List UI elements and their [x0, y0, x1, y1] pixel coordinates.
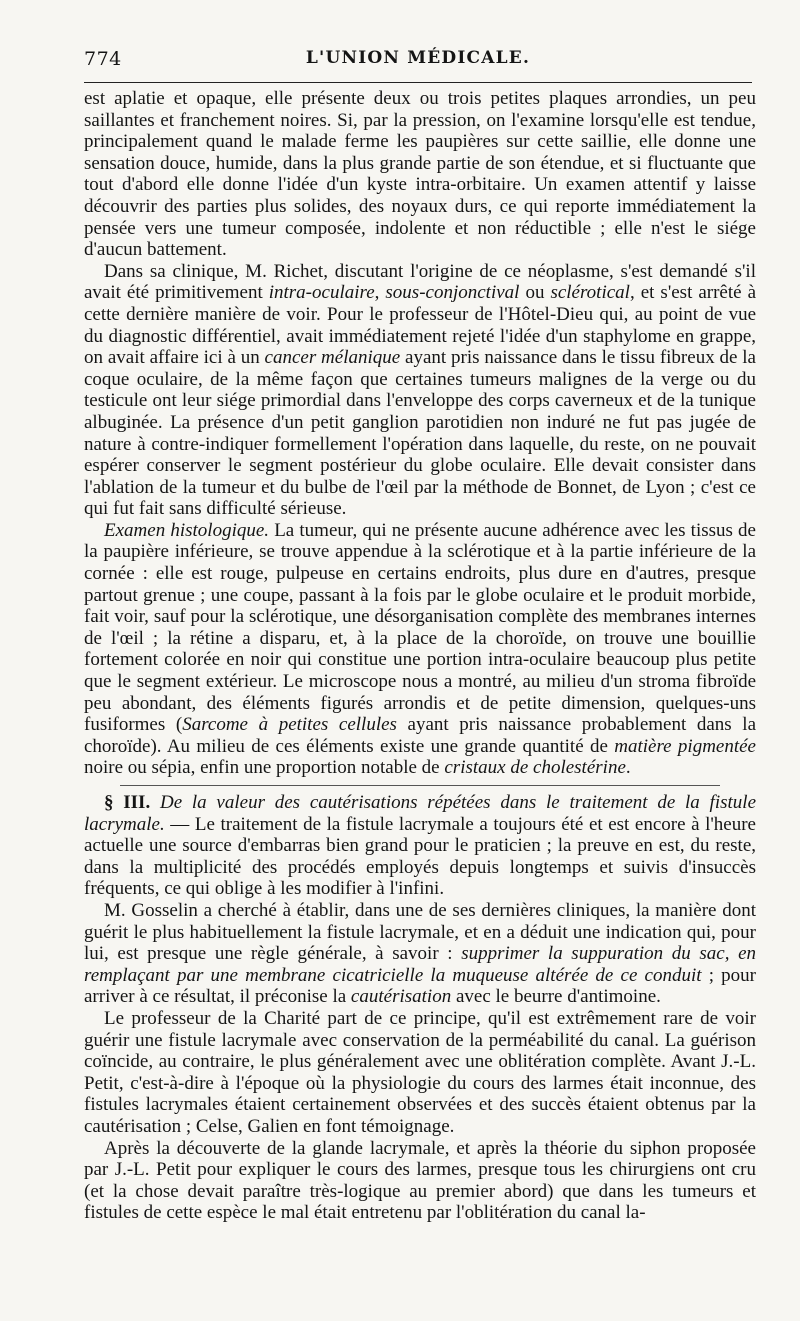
- running-head: [84, 44, 752, 76]
- paragraph-text: ayant pris naissance dans le tissu fibreux de la coque oculaire, de la même façon que certaines tumeurs malignes de la verge ou du testicule ont leur siége primordial dans l'enveloppe des corps caverneux et de la tunique albuginée. La présence d'un petit ganglion parotidien non induré ne fut pas jugée de nature à contre-indiquer formellement l'opération dans laquelle, du reste, on ne pouvait espérer conserver le segment postérieur du globe oculaire. Elle devait consister dans l'ablation de la tumeur et du bulbe de l'œil par la méthode de Bonnet, de Lyon ; c'est ce qui fut fait sans difficulté sérieuse.: [84, 347, 756, 520]
- paragraph-text: — Le traitement de la fistule lacrymale a toujours été et est encore à l'heure actuelle une source d'embarras bien grand pour le praticien ; la preuve en est, du reste, dans la multiplicité des procédés employés depuis longtemps et suivis d'insuccès fréquents, ce qui oblige à les modifier à l'infini.: [84, 813, 756, 900]
- paragraph-text: avec le beurre d'antimoine.: [451, 986, 661, 1008]
- paragraph-text: ,: [374, 282, 386, 304]
- emphasis: cautérisation: [350, 986, 452, 1008]
- emphasis: Sarcome à petites cellules: [182, 714, 397, 736]
- paragraph: [84, 520, 756, 779]
- paragraph-text: M. Gosselin a cherché à établir, dans une de ses dernières cliniques, la manière dont guérit le plus habituellement la fistule lacrymale, et en a déduit une indication qui, pour lui, est presque une règle générale, à savoir :: [84, 899, 756, 965]
- section-title: De la valeur des cautérisations répétées dans le traitement de la fistule lacrymale.: [84, 792, 756, 835]
- paragraph: [84, 261, 756, 520]
- emphasis: cancer mélanique: [264, 347, 401, 369]
- paragraph-text: Après la découverte de la glande lacrymale, et après la théorie du siphon proposée par J.-L. Petit pour expliquer le cours des larmes, presque tous les chirurgiens ont cru (et la chose devait paraître très-logique au premier abord) que dans les tumeurs et fistules de cette espèce le mal était entretenu par l'oblitération du canal la-: [84, 1137, 756, 1224]
- paragraph-text: ; pour arriver à ce résultat, il préconise la: [84, 964, 756, 1008]
- journal-title: L'UNION MÉDICALE.: [305, 48, 531, 68]
- paragraph-text: Dans sa clinique, M. Richet, discutant l'origine de ce néoplasme, s'est demandé s'il avait été primitivement: [84, 260, 756, 304]
- paragraph-text: .: [625, 757, 631, 779]
- paragraph-text: , et s'est arrêté à cette dernière manière de voir. Pour le professeur de l'Hôtel-Dieu qui, au point de vue du diagnostic différentiel, avait immédiatement rejeté l'idée d'un staphylome en grappe, on avait affaire ici à un: [84, 282, 757, 369]
- paragraph: [84, 1008, 756, 1138]
- paragraph: [84, 1138, 756, 1224]
- paragraph-text: Le professeur de la Charité part de ce principe, qu'il est extrêmement rare de voir guérir une fistule lacrymale avec conservation de la perméabilité du canal. La guérison coïncide, au contraire, le plus généralement avec une oblitération complète. Avant J.-L. Petit, c'est-à-dire à l'époque où la physiologie du cours des larmes était inconnue, des fistules lacrymales étaient certainement observées et des succès étaient obtenus par la cautérisation ; Celse, Galien en font témoignage.: [84, 1007, 756, 1137]
- paragraph-text: est aplatie et opaque, elle présente deux ou trois petites plaques arrondies, un peu saillantes et franchement noires. Si, par la pression, on l'examine lorsqu'elle est tendue, principalement quand le malade ferme les paupières sur cette saillie, elle donne une sensation douce, humide, dans la plus grande partie de son étendue, et si fluctuante que tout d'abord elle donne l'idée d'un kyste intra-orbitaire. Un examen attentif y laisse découvrir des parties plus solides, des noyaux durs, ce qui reporte immédiatement la pensée vers une tumeur composée, indolente et non réductible ; elle n'est le siége d'aucun battement.: [84, 88, 756, 261]
- paragraph: [84, 900, 756, 1008]
- emphasis: supprimer la suppuration du sac, en remplaçant par une membrane cicatricielle la muqueuse altérée de ce conduit: [84, 943, 757, 986]
- emphasis: sous-conjonctival: [385, 282, 520, 304]
- section-divider: [120, 785, 720, 786]
- emphasis: sclérotical: [550, 282, 630, 304]
- page-number: 774: [84, 48, 122, 70]
- section-number: § III.: [104, 792, 160, 813]
- paragraph-text: ou: [519, 282, 551, 304]
- header-rule: [84, 82, 752, 83]
- paragraph-text: ayant pris naissance probablement dans la choroïde). Au milieu de ces éléments existe une grande quantité de: [84, 714, 756, 757]
- emphasis: intra-oculaire: [268, 282, 375, 304]
- paragraph: [84, 792, 756, 900]
- body-text: [84, 88, 756, 1224]
- emphasis: matière pigmentée: [614, 735, 756, 757]
- subsection-title: Examen histologique.: [104, 519, 270, 541]
- paragraph-text: La tumeur, qui ne présente aucune adhérence avec les tissus de la paupière inférieure, se trouve appendue à la sclérotique et à la partie inférieure de la cornée : elle est rouge, pulpeuse en certains endroits, plus dure en d'autres, presque partout grenue ; une coupe, passant à la fois par le globe oculaire et le produit morbide, fait voir, sauf pour la sclérotique, une désorganisation complète des membranes internes de l'œil ; la rétine a disparu, et, à la place de la choroïde, on trouve une bouillie fortement colorée en noir qui constitue une portion intra-oculaire beaucoup plus petite que le segment extérieur. Le microscope nous a montré, au milieu d'un stroma fibroïde peu abondant, des éléments figurés arrondis et de petite dimension, quelques-uns fusiformes (: [84, 519, 756, 736]
- emphasis: cristaux de cholestérine: [444, 757, 626, 779]
- paragraph-text: noire ou sépia, enfin une proportion notable de: [84, 757, 445, 779]
- paragraph: [84, 88, 756, 261]
